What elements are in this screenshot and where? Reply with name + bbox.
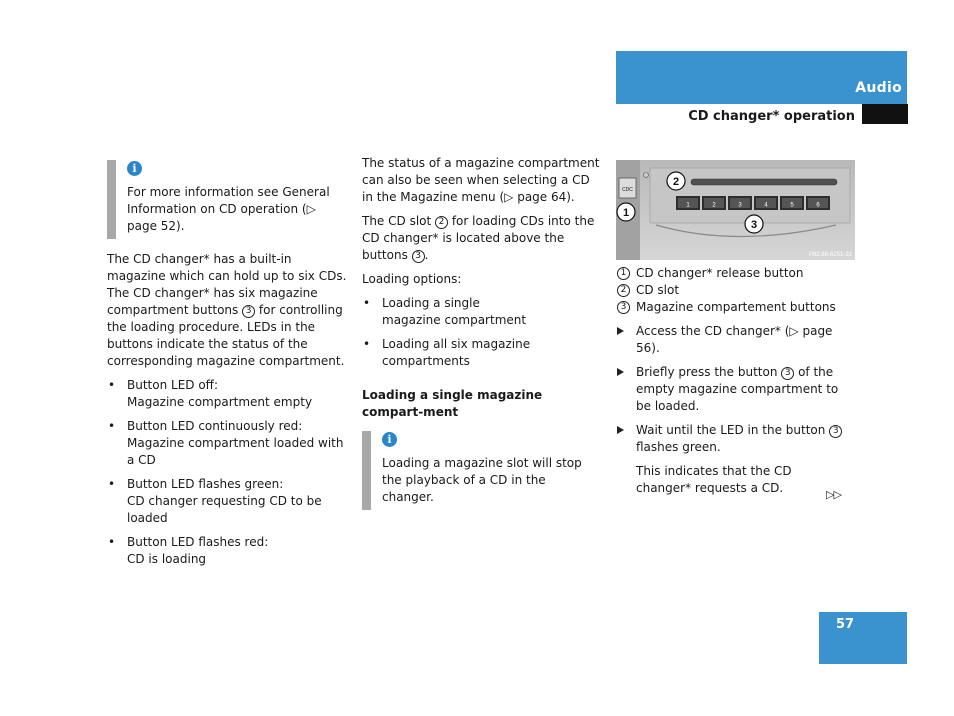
options-label: Loading options:: [362, 272, 462, 286]
page-number: 57: [836, 617, 855, 632]
info-note: [362, 431, 602, 510]
list-item: • Button LED continuously red: Magazine compartment loaded with a CD: [107, 418, 347, 469]
continue-arrows-icon: ▷▷: [826, 488, 841, 501]
step-item: Briefly press the button 3 of the empty magazine compartment to be loaded.: [616, 364, 846, 415]
info-note: [107, 160, 347, 239]
section-title: Audio: [855, 80, 902, 96]
figure-button-label: 4: [764, 202, 768, 209]
info-icon: i: [127, 161, 142, 176]
cdc-label: CDC: [622, 187, 633, 193]
figure-button-label: 1: [686, 202, 690, 209]
cd-changer-illustration: [616, 160, 855, 260]
callout-3: 3: [750, 219, 758, 231]
section-heading: Loading a single magazine compart-ment: [362, 388, 543, 419]
list-item: • Loading all six magazine compartments: [362, 336, 542, 370]
magazine-status-paragraph: The status of a magazine compartment can also be seen when selecting a CD in the Magazine menu (▷ page 64).: [362, 156, 600, 204]
figure-code: P82.86-6251-31: [808, 252, 852, 258]
legend-item: 1 CD changer* release button: [616, 265, 856, 282]
header-marker-block: [862, 104, 908, 124]
callout-ref: 2: [435, 216, 448, 229]
page-number-box: [819, 612, 907, 664]
cd-slot-paragraph: The CD slot 2 for loading CDs into the CD changer* is located above the buttons 3 .: [362, 214, 595, 262]
intro-paragraph: The CD changer* has a built-in magazine which can hold up to six CDs. The CD changer* has six magazine compartment buttons 3 for controlling the loading procedure. LEDs in the buttons indicate the status of the corresponding magazine compartment.: [107, 252, 347, 368]
step-item: Access the CD changer* (▷ page 56).: [616, 323, 856, 357]
subsection-title: CD changer* operation: [688, 109, 855, 124]
callout-2: 2: [672, 176, 680, 188]
instruction-steps: [616, 323, 856, 497]
list-item: • Button LED flashes red: CD is loading: [107, 534, 347, 568]
led-status-list: [107, 377, 347, 568]
figure-button-label: 2: [712, 202, 716, 209]
list-item: • Button LED flashes green: CD changer requesting CD to be loaded: [107, 476, 347, 527]
info-bar: [362, 431, 371, 510]
figure-button-label: 3: [738, 202, 742, 209]
callout-ref: 3: [829, 425, 842, 438]
info-icon: i: [382, 432, 397, 447]
step-item: Wait until the LED in the button 3 flashes green.: [616, 422, 846, 456]
info-text: For more information see General Information on CD operation (▷ page 52).: [127, 185, 330, 233]
callout-ref: 3: [412, 250, 425, 263]
step-arrow-icon: [617, 368, 624, 376]
info-text: Loading a magazine slot will stop the playback of a CD in the changer.: [382, 456, 582, 504]
figure-legend: [616, 265, 856, 316]
list-item: • Loading a single magazine compartment: [362, 295, 542, 329]
info-bar: [107, 160, 116, 239]
loading-options-list: [362, 295, 602, 370]
list-item: • Button LED off: Magazine compartment empty: [107, 377, 347, 411]
callout-ref: 3: [242, 305, 255, 318]
cd-changer-figure: [616, 160, 855, 260]
figure-button-label: 6: [816, 202, 820, 209]
column-1: [107, 160, 347, 568]
legend-item: 3 Magazine compartement buttons: [616, 299, 856, 316]
step-arrow-icon: [617, 426, 624, 434]
callout-ref: 3: [781, 367, 794, 380]
figure-button-label: 5: [790, 202, 794, 209]
column-3: [616, 265, 856, 497]
step-note: This indicates that the CD changer* requests a CD.: [636, 464, 792, 495]
step-arrow-icon: [617, 327, 624, 335]
column-2: [362, 155, 602, 510]
legend-item: 2 CD slot: [616, 282, 856, 299]
callout-1: 1: [622, 207, 630, 219]
